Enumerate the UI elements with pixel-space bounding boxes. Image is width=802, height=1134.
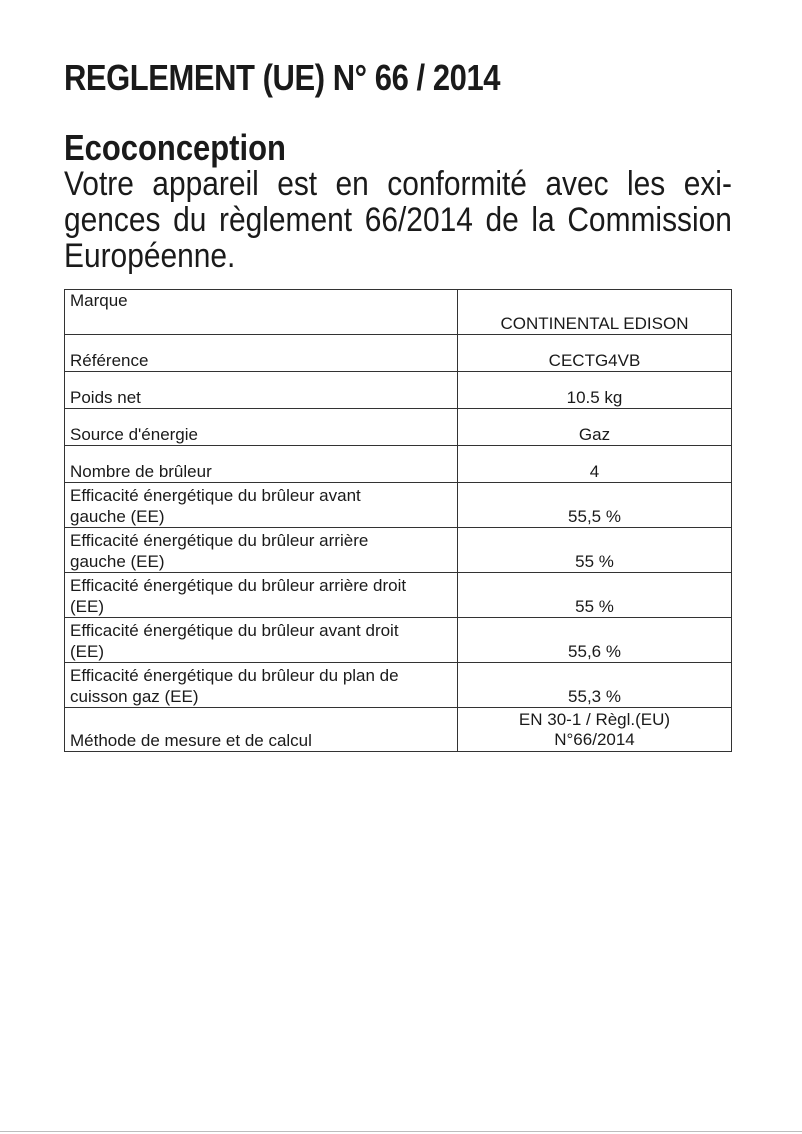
row-label-line: gauche (EE) xyxy=(70,552,165,571)
row-value: 55,6 % xyxy=(458,618,732,663)
row-value: Gaz xyxy=(458,409,732,446)
table-row-methode xyxy=(65,708,732,752)
table-row-ee-plan-cuisson xyxy=(65,663,732,708)
row-label xyxy=(65,618,458,663)
row-value: 10.5 kg xyxy=(458,372,732,409)
intro-line: gences du règlement 66/2014 de la Commission xyxy=(64,201,732,239)
section-title: Ecoconception xyxy=(64,127,286,168)
row-label-line: gauche (EE) xyxy=(70,507,165,526)
row-value: 55,5 % xyxy=(458,483,732,528)
row-label-line: Efficacité énergétique du brûleur avant xyxy=(70,486,361,505)
row-label-line: (EE) xyxy=(70,642,104,661)
row-label-line: Efficacité énergétique du brûleur arrière droit xyxy=(70,576,407,595)
row-label: Référence xyxy=(65,335,458,372)
row-label xyxy=(65,528,458,573)
row-value: CECTG4VB xyxy=(458,335,732,372)
row-value-line: N°66/2014 xyxy=(554,729,635,749)
row-value xyxy=(458,708,732,752)
row-label: Nombre de brûleur xyxy=(65,446,458,483)
intro-line: Européenne. xyxy=(64,237,236,275)
row-label: Méthode de mesure et de calcul xyxy=(65,708,458,752)
table-row-ee-avant-droit xyxy=(65,618,732,663)
table-row-ee-arriere-droit xyxy=(65,573,732,618)
row-label-line: Efficacité énergétique du brûleur avant droit xyxy=(70,621,399,640)
row-label-line: Efficacité énergétique du brûleur du plan de xyxy=(70,666,399,685)
row-label-line: Efficacité énergétique du brûleur arrière xyxy=(70,531,369,550)
row-value: CONTINENTAL EDISON xyxy=(458,290,732,335)
intro-line: Votre appareil est en conformité avec les exi- xyxy=(64,165,732,203)
row-label xyxy=(65,663,458,708)
table-row-marque xyxy=(65,290,732,335)
row-label: Marque xyxy=(65,290,458,335)
table-row-poids-net xyxy=(65,372,732,409)
row-label: Source d'énergie xyxy=(65,409,458,446)
regulation-title: REGLEMENT (UE) N° 66 / 2014 xyxy=(64,57,501,98)
row-label xyxy=(65,483,458,528)
row-value: 55,3 % xyxy=(458,663,732,708)
row-value: 55 % xyxy=(458,573,732,618)
intro-paragraph xyxy=(64,166,732,274)
table-row-reference xyxy=(65,335,732,372)
row-label-line: (EE) xyxy=(70,597,104,616)
row-value: 4 xyxy=(458,446,732,483)
table-row-ee-avant-gauche xyxy=(65,483,732,528)
table-row-source-energie xyxy=(65,409,732,446)
table-row-nombre-bruleur xyxy=(65,446,732,483)
page-bottom-rule xyxy=(0,1131,802,1132)
row-label: Poids net xyxy=(65,372,458,409)
table-row-ee-arriere-gauche xyxy=(65,528,732,573)
row-label xyxy=(65,573,458,618)
row-value-line: EN 30-1 / Règl.(EU) xyxy=(518,709,671,729)
row-label-line: cuisson gaz (EE) xyxy=(70,687,199,706)
row-value: 55 % xyxy=(458,528,732,573)
specifications-table xyxy=(64,289,732,752)
